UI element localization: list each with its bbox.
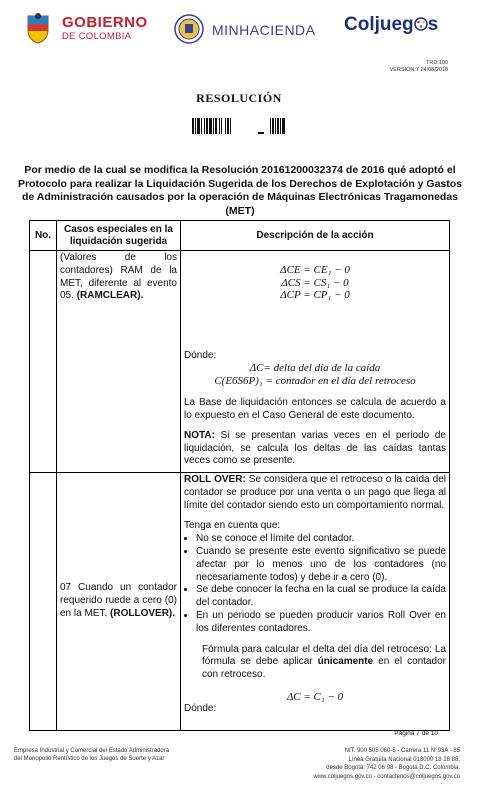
header-description: Descripción de la acción: [181, 221, 450, 251]
table-row-ramclear: [30, 251, 450, 473]
rollover-definition: [184, 474, 446, 512]
row1-case: [57, 251, 181, 473]
coljuegos-logo: [344, 14, 438, 36]
table-header-row: [30, 221, 450, 251]
document-title: RESOLUCIÓN: [196, 91, 282, 105]
equation-cp: ΔCP = CP₁ − 0: [280, 289, 350, 301]
resolution-subject: Por medio de la cual se modifica la Resolución 20161200032374 de 2016 qué adoptó el Protocolo para realizar la Liquidación Sugerida de los Derechos de Explotación y Gastos de Administración causados por la operación de Máquinas Electrónicas Tragamonedas (MET): [17, 164, 463, 217]
note-label: NOTA:: [184, 429, 215, 441]
row2-description: [181, 473, 450, 731]
equation-cs: ΔCS = CS₁ − 0: [281, 276, 349, 289]
equation-ce: ΔCE = CE₁ − 0: [280, 264, 350, 276]
barcode-image: [192, 118, 294, 136]
colombia-crest-icon: [22, 12, 54, 44]
row2-donde: Dónde:: [184, 703, 217, 715]
row2-case-code: (ROLLOVER).: [110, 607, 176, 619]
list-item: • Cuando se presente este evento significativo se puede afectar por lo menos uno de los contadores (no necesariamente todos) y debe ir a cero (0).: [196, 546, 446, 584]
formula-instruction: [184, 644, 446, 682]
ministry-seal-icon: [174, 14, 204, 44]
equation-rollover: ΔC = C₁ − 0: [286, 690, 344, 703]
definition-delta: ΔC= delta del día de la caída: [249, 362, 381, 375]
brand-name-suffix: s: [427, 14, 439, 35]
header-no: No.: [30, 221, 57, 251]
row1-number: [30, 251, 57, 473]
minhacienda-logo: [174, 14, 334, 46]
trd-code: TRD:100: [425, 60, 448, 66]
row1-paragraph: La Base de liquidación entonces se calcula de acuerdo a lo expuesto en el Caso General de este documento.: [184, 397, 446, 422]
row1-description: [181, 251, 450, 473]
definition-counter: C(E6S6P)₁ = contador en el día del retroceso: [214, 374, 416, 387]
considerations-list: [184, 533, 446, 635]
rollover-text: Se considera que el retroceso o la caída del contador se produce por una venta o un pago que llega al límite del contador siendo esto un comportamiento normal.: [184, 474, 446, 511]
row1-note: [184, 430, 446, 468]
row1-case-text: (Valores de los contadores) RAM de la MET, diferente al evento 05.: [60, 252, 177, 302]
formula-text-b: en el contador con retroceso.: [202, 656, 446, 681]
version-text: VERSION:7 24/08/2018: [389, 67, 448, 73]
row1-case-code: (RAMCLEAR).: [76, 290, 144, 302]
ministry-name: MINHACIENDA: [212, 22, 316, 38]
trd-version: [390, 60, 448, 74]
note-text: Si se presentan varias veces en el periodo de liquidación, se calcula los deltas de las caídas tantas veces como se presente.: [184, 429, 446, 467]
footer-company: [14, 747, 169, 763]
page-number: Página 7 de 10: [394, 730, 438, 737]
formula-emphasis: únicamente: [317, 656, 374, 668]
footer-nit-address: NIT. 900 505 060-5 - Carrera 11 N°93A - 85: [344, 748, 460, 754]
tenga-en-cuenta: Tenga en cuenta que:: [184, 520, 281, 532]
gobierno-de-colombia-logo: [22, 12, 157, 46]
footer-bogota-phone: desde Bogotá: 742 06 98 - Bogotá D.C. Colombia.: [326, 765, 460, 771]
rollover-label: ROLL OVER:: [184, 474, 246, 485]
row1-donde: Dónde:: [184, 349, 217, 361]
table-row-rollover: [30, 473, 450, 731]
header-special-cases: Casos especiales en la liquidación sugerida: [57, 221, 181, 251]
brand-name-prefix: Coljueg: [344, 14, 414, 35]
row2-case: [57, 473, 181, 731]
footer-contact: [313, 747, 460, 781]
footer-company-line2: del Monopolio Rentístico de los Juegos de Suerte y Azar: [14, 756, 165, 762]
footer-web-email: www.coljuegos.gov.co - contactenos@coljuegos.gov.co: [313, 773, 460, 780]
gov-subtitle: DE COLOMBIA: [62, 31, 132, 42]
footer-company-line1: Empresa Industrial y Comercial del Estado Administradora: [14, 748, 170, 754]
list-item: • Se debe conocer la fecha en la cual se produce la caída del contador.: [196, 584, 446, 610]
row2-case-text: 07 Cuando un contador requerido ruede a cero (0) en la MET.: [60, 582, 177, 619]
formula-text-a: Fórmula para calcular el delta del día del retroceso: La fórmula se debe aplicar: [202, 643, 446, 668]
list-item: • No se conoce el límite del contador.: [196, 533, 446, 546]
row2-number: [30, 473, 57, 731]
gov-title: GOBIERNO: [62, 14, 148, 31]
special-cases-table: [29, 220, 450, 731]
list-item: • En un periodo se pueden producir varios Roll Over en los diferentes contadores.: [196, 610, 446, 636]
brand-dots-icon: [414, 17, 428, 31]
footer-phone-line: Línea Gratuita Nacional 018000 18 28 88,: [348, 756, 460, 763]
